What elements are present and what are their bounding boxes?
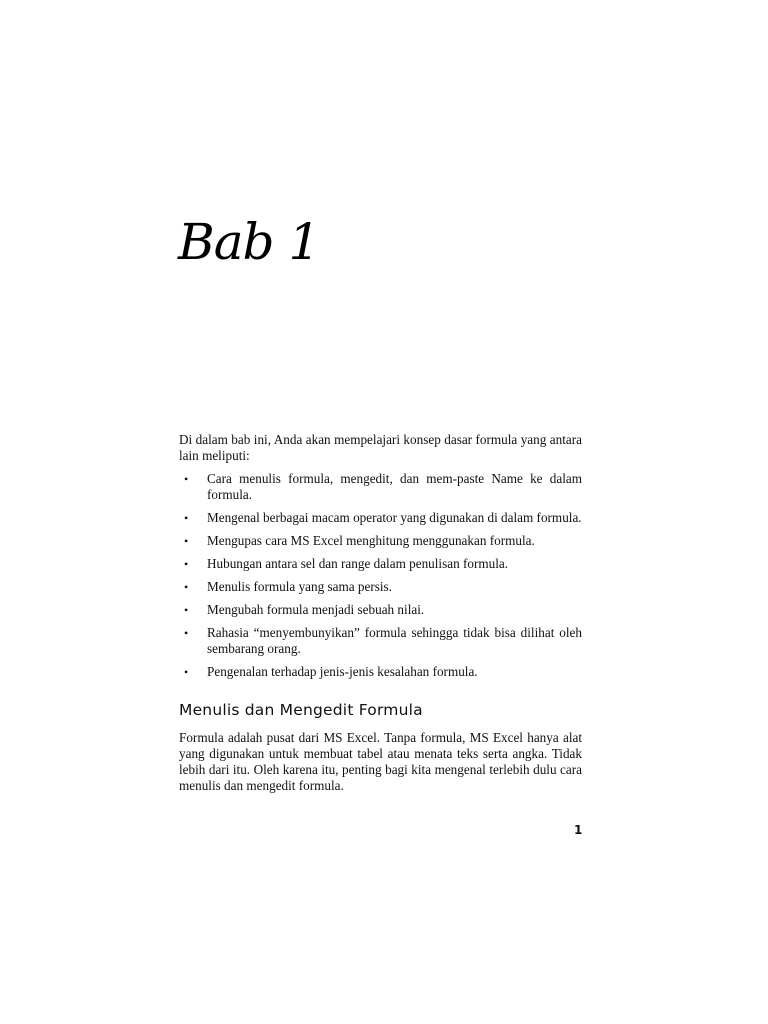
list-item — [179, 471, 582, 503]
bullet-icon: • — [184, 534, 189, 548]
list-item — [179, 664, 582, 680]
bullet-icon: • — [184, 557, 189, 571]
bullet-icon: • — [184, 665, 189, 679]
bullet-icon: • — [184, 580, 189, 594]
list-item-text: Hubungan antara sel dan range dalam penulisan formula. — [207, 556, 509, 571]
list-item-text: Menulis formula yang sama persis. — [207, 579, 392, 594]
list-item — [179, 510, 582, 526]
list-item — [179, 533, 582, 549]
list-item-text: Mengenal berbagai macam operator yang digunakan di dalam formula. — [207, 510, 582, 525]
list-item — [179, 602, 582, 618]
page-number: 1 — [574, 823, 583, 837]
list-item-text: Mengupas cara MS Excel menghitung menggunakan formula. — [207, 533, 535, 548]
intro-paragraph: Di dalam bab ini, Anda akan mempelajari konsep dasar formula yang antara lain meliputi: — [179, 432, 582, 463]
list-item-text: Mengubah formula menjadi sebuah nilai. — [207, 602, 425, 617]
objectives-list — [179, 471, 582, 680]
bullet-icon: • — [184, 603, 189, 617]
list-item-text: Pengenalan terhadap jenis-jenis kesalahan formula. — [207, 664, 478, 679]
list-item-text: Cara menulis formula, mengedit, dan mem-paste Name ke dalam formula. — [207, 471, 582, 502]
list-item — [179, 579, 582, 595]
bullet-icon: • — [184, 626, 189, 640]
chapter-content — [179, 432, 582, 794]
list-item-text: Rahasia “menyembunyikan” formula sehingga tidak bisa dilihat oleh sembarang orang. — [207, 625, 582, 656]
bullet-icon: • — [184, 472, 189, 486]
bullet-icon: • — [184, 511, 189, 525]
section-paragraph: Formula adalah pusat dari MS Excel. Tanpa formula, MS Excel hanya alat yang digunakan untuk membuat tabel atau menata teks serta angka. Tidak lebih dari itu. Oleh karena itu, penting bagi kita mengenal terlebih dulu cara menulis dan mengedit formula. — [179, 730, 582, 793]
chapter-title: Bab 1 — [178, 213, 320, 271]
list-item — [179, 625, 582, 657]
section-heading: Menulis dan Mengedit Formula — [179, 701, 423, 719]
list-item — [179, 556, 582, 572]
